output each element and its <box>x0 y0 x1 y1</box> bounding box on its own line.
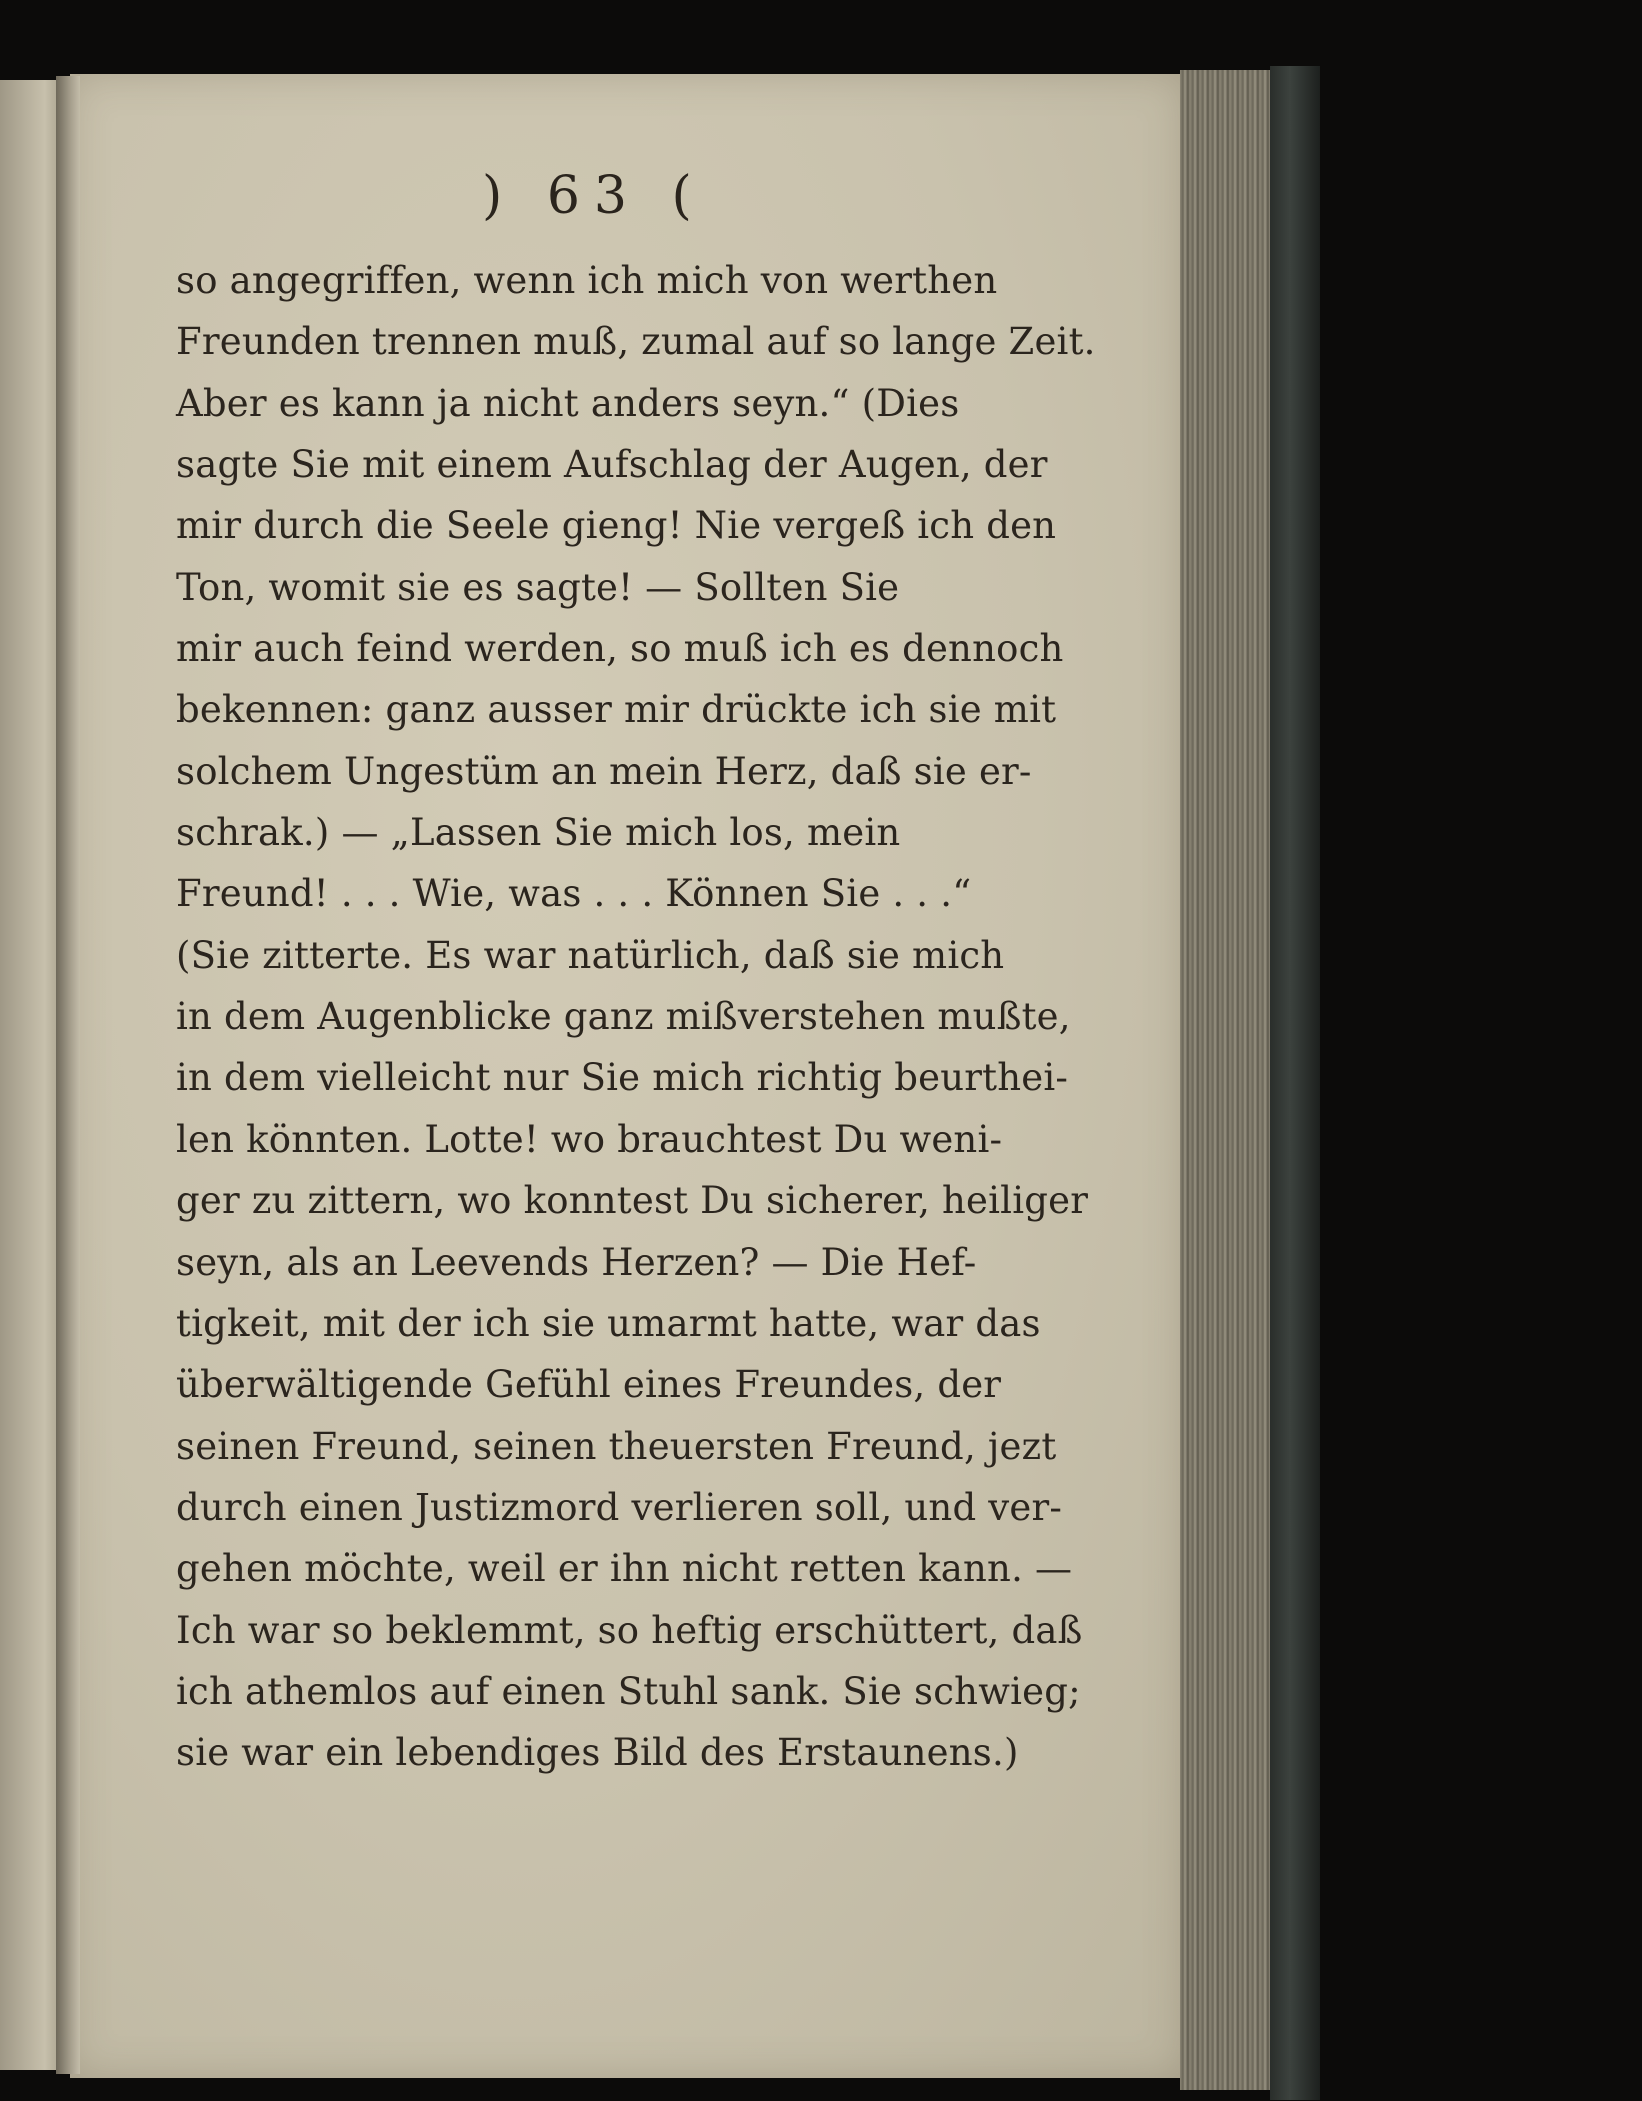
text-line: durch einen Justizmord verlieren soll, und ver- <box>176 1485 1063 1529</box>
book-cover-edge <box>1270 66 1320 2100</box>
text-line: sagte Sie mit einem Aufschlag der Augen, der <box>176 443 1048 487</box>
text-line: ich athemlos auf einen Stuhl sank. Sie schwieg; <box>176 1669 1081 1713</box>
text-line: schrak.) — „Lassen Sie mich los, mein <box>176 811 901 855</box>
text-line: Ton, womit sie es sagte! — Sollten Sie <box>176 565 900 609</box>
text-line: seyn, als an Leevends Herzen? — Die Hef- <box>176 1240 977 1284</box>
text-line: Freunden trennen muß, zumal auf so lange Zeit. <box>176 320 1096 364</box>
text-line: mir durch die Seele gieng! Nie vergeß ich den <box>176 504 1057 548</box>
text-line: seinen Freund, seinen theuersten Freund, jezt <box>176 1424 1057 1468</box>
text-line: tigkeit, mit der ich sie umarmt hatte, war das <box>176 1301 1041 1345</box>
body-text <box>176 250 1096 1784</box>
left-page-edge <box>0 80 64 2070</box>
text-line: Ich war so beklemmt, so heftig erschüttert, daß <box>176 1608 1083 1652</box>
text-line: so angegriffen, wenn ich mich von werthen <box>176 259 998 302</box>
text-line: überwältigende Gefühl eines Freundes, der <box>176 1363 1002 1407</box>
text-line: solchem Ungestüm an mein Herz, daß sie er- <box>176 749 1032 793</box>
page-edges <box>1180 70 1280 2090</box>
text-line: in dem vielleicht nur Sie mich richtig beurthei- <box>176 1056 1069 1100</box>
text-line: mir auch feind werden, so muß ich es dennoch <box>176 627 1064 671</box>
text-line: Freund! . . . Wie, was . . . Können Sie . . .“ <box>176 872 972 916</box>
text-line: sie war ein lebendiges Bild des Erstaunens.) <box>176 1731 1019 1775</box>
text-line: bekennen: ganz ausser mir drückte ich sie mit <box>176 688 1057 732</box>
text-line: ger zu zittern, wo konntest Du sicherer, heiliger <box>176 1179 1089 1223</box>
text-line: in dem Augenblicke ganz mißverstehen mußte, <box>176 995 1071 1039</box>
text-line: gehen möchte, weil er ihn nicht retten kann. — <box>176 1547 1073 1591</box>
page-number-header: ) 63 ( <box>482 166 706 226</box>
book-gutter <box>56 76 80 2074</box>
text-line: len könnten. Lotte! wo brauchtest Du weni- <box>176 1117 1003 1161</box>
text-line: Aber es kann ja nicht anders seyn.“ (Dies <box>176 381 960 425</box>
text-line: (Sie zitterte. Es war natürlich, daß sie mich <box>176 933 1005 977</box>
